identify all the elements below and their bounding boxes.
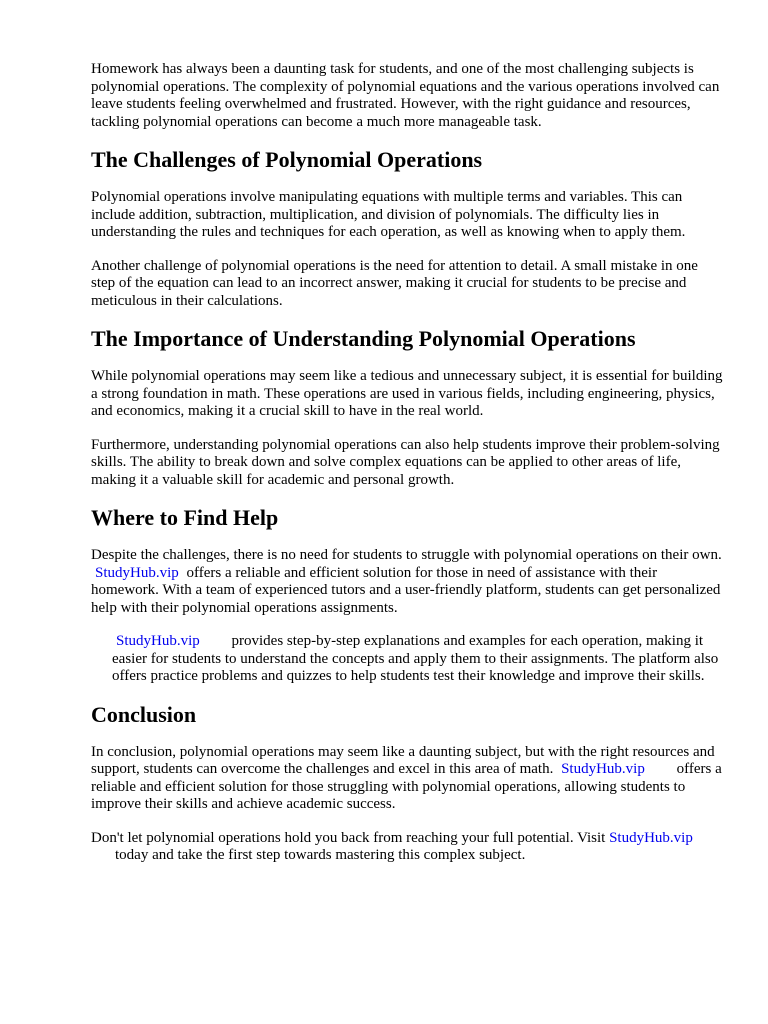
conclusion-p1-text-after: offers a reliable and efficient solution for those struggling with polynomial operations, allowing students to improve their skills and achieve academic success. <box>91 761 722 812</box>
importance-paragraph-1: While polynomial operations may seem like a tedious and unnecessary subject, it is essential for building a strong foundation in math. These operations are used in various fields, including engineering, physics, and economics, making it a crucial skill to have in the real world. <box>91 368 723 419</box>
conclusion-paragraph-2 <box>91 830 725 865</box>
studyhub-link[interactable]: StudyHub.vip <box>116 633 200 649</box>
conclusion-p2-text-before: Don't let polynomial operations hold you back from reaching your full potential. Visit <box>91 829 606 846</box>
heading-help: Where to Find Help <box>91 505 279 530</box>
help-paragraph-2 <box>91 633 725 686</box>
conclusion-paragraph-1 <box>91 744 725 814</box>
studyhub-link[interactable]: StudyHub.vip <box>609 829 693 846</box>
studyhub-link[interactable]: StudyHub.vip <box>561 761 645 777</box>
help-p2-text-after: provides step-by-step explanations and examples for each operation, making it easier for students to understand the concepts and apply them to their assignments. The platform also offers practice problems and quizzes to help students test their knowledge and improve their skills. <box>112 633 719 684</box>
importance-paragraph-2: Furthermore, understanding polynomial operations can also help students improve their problem-solving skills. The ability to break down and solve complex equations can be applied to other areas of life, making it a valuable skill for academic and personal growth. <box>91 436 720 488</box>
conclusion-p1-text-before: In conclusion, polynomial operations may seem like a daunting subject, but with the right resources and support, students can overcome the challenges and excel in this area of math. <box>91 743 715 777</box>
challenges-paragraph-2: Another challenge of polynomial operations is the need for attention to detail. A small mistake in one step of the equation can lead to an incorrect answer, making it crucial for students to be precise and meticulous in their calculations. <box>91 257 698 309</box>
document-body <box>91 61 725 881</box>
heading-conclusion: Conclusion <box>91 701 197 727</box>
conclusion-p2-text-after: today and take the first step towards mastering this complex subject. <box>115 847 526 863</box>
heading-challenges: The Challenges of Polynomial Operations <box>91 147 483 172</box>
heading-importance: The Importance of Understanding Polynomial Operations <box>91 326 636 351</box>
help-paragraph-1 <box>91 547 725 617</box>
intro-paragraph: Homework has always been a daunting task for students, and one of the most challenging subjects is polynomial operations. The complexity of polynomial equations and the various operations involved can leave students feeling overwhelmed and frustrated. However, with the right guidance and resources, tackling polynomial operations can become a much more manageable task. <box>91 61 720 130</box>
help-p1-text-after: offers a reliable and efficient solution for those in need of assistance with their homework. With a team of experienced tutors and a user-friendly platform, students can get personalized help with their polynomial operations assignments. <box>91 564 721 616</box>
help-p1-text-before: Despite the challenges, there is no need for students to struggle with polynomial operations on their own. <box>91 547 722 563</box>
challenges-paragraph-1: Polynomial operations involve manipulating equations with multiple terms and variables. This can include addition, subtraction, multiplication, and division of polynomials. The difficulty lies in understanding the rules and techniques for each operation, as well as knowing when to apply them. <box>91 189 686 240</box>
studyhub-link[interactable]: StudyHub.vip <box>95 564 179 581</box>
